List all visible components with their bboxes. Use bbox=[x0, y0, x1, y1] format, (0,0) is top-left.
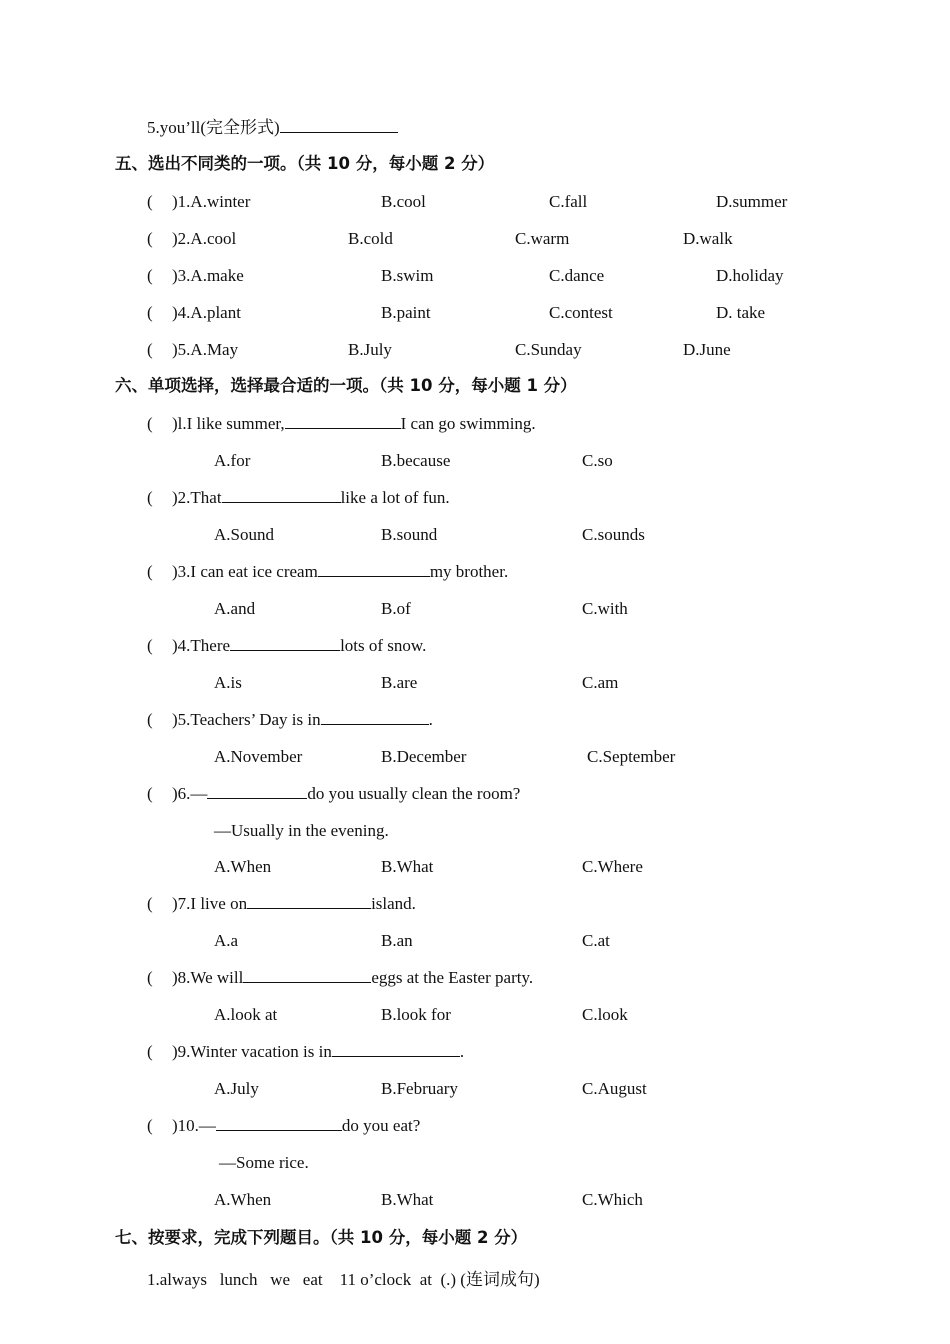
question-stem: )6.— bbox=[172, 784, 208, 803]
option-a: A.When bbox=[214, 857, 272, 876]
question-6 bbox=[172, 784, 520, 804]
question-1 bbox=[172, 414, 536, 434]
option-a: A.July bbox=[214, 1079, 259, 1098]
answer-paren[interactable]: ( bbox=[147, 562, 153, 581]
answer-paren[interactable]: ( bbox=[147, 1116, 153, 1135]
fill-blank bbox=[318, 562, 430, 577]
question-stem: )10.— bbox=[172, 1116, 216, 1135]
option-c: C.am bbox=[582, 673, 619, 692]
option-c: C.August bbox=[582, 1079, 647, 1098]
question-stem: )4.There bbox=[172, 636, 231, 655]
option-c: C.with bbox=[582, 599, 628, 618]
option-c: C.fall bbox=[549, 192, 588, 211]
fill-blank bbox=[285, 414, 401, 429]
option-c: C.Sunday bbox=[515, 340, 582, 359]
question-stem: )5.Teachers’ Day is in bbox=[172, 710, 321, 729]
answer-paren[interactable]: ( bbox=[147, 636, 153, 655]
question-stem-end: island. bbox=[371, 894, 416, 913]
question-carryover bbox=[147, 118, 398, 138]
fill-blank bbox=[207, 784, 307, 799]
option-b: B.cool bbox=[381, 192, 426, 211]
answer-paren[interactable]: ( bbox=[147, 968, 153, 987]
option-a: )4.A.plant bbox=[172, 303, 241, 322]
option-d: D. take bbox=[716, 303, 766, 322]
option-b: B.swim bbox=[381, 266, 434, 285]
question-stem-end: I can go swimming. bbox=[400, 414, 536, 433]
option-c: C.September bbox=[587, 747, 676, 766]
section-7-heading: 七、按要求，完成下列题目。（共 10 分，每小题 2 分） bbox=[115, 1228, 528, 1247]
option-a: )5.A.May bbox=[172, 340, 239, 359]
option-c: C.warm bbox=[515, 229, 570, 248]
option-a: A.for bbox=[214, 451, 251, 470]
option-a: A.November bbox=[214, 747, 303, 766]
option-b: B.July bbox=[348, 340, 392, 359]
option-a: A.a bbox=[214, 931, 239, 950]
answer-paren[interactable]: ( bbox=[147, 894, 153, 913]
question-stem-end: like a lot of fun. bbox=[340, 488, 450, 507]
question-stem: )7.I live on bbox=[172, 894, 248, 913]
section-7-item-1: 1.always lunch we eat 11 o’clock at (.) (连词成句) bbox=[147, 1270, 540, 1289]
option-d: D.summer bbox=[716, 192, 788, 211]
option-b: B.What bbox=[381, 1190, 434, 1209]
question-5 bbox=[172, 710, 433, 730]
answer-paren[interactable]: ( bbox=[147, 266, 153, 285]
question-stem-end: do you usually clean the room? bbox=[307, 784, 521, 803]
option-d: D.holiday bbox=[716, 266, 784, 285]
answer-paren[interactable]: ( bbox=[147, 303, 153, 322]
option-c: C.Which bbox=[582, 1190, 643, 1209]
option-b: B.are bbox=[381, 673, 418, 692]
option-c: C.look bbox=[582, 1005, 628, 1024]
answer-paren[interactable]: ( bbox=[147, 1042, 153, 1061]
question-stem: )3.I can eat ice cream bbox=[172, 562, 318, 581]
fill-blank bbox=[222, 488, 341, 503]
option-a: )3.A.make bbox=[172, 266, 244, 285]
section-5-heading: 五、选出不同类的一项。（共 10 分，每小题 2 分） bbox=[115, 154, 495, 173]
option-b: B.because bbox=[381, 451, 451, 470]
answer-paren[interactable]: ( bbox=[147, 340, 153, 359]
question-text: 5.you’ll(完全形式) bbox=[147, 118, 280, 137]
option-a: A.and bbox=[214, 599, 256, 618]
option-a: A.Sound bbox=[214, 525, 274, 544]
answer-paren[interactable]: ( bbox=[147, 710, 153, 729]
option-b: B.paint bbox=[381, 303, 431, 322]
dialogue-reply: —Usually in the evening. bbox=[214, 821, 389, 840]
answer-blank[interactable] bbox=[280, 118, 398, 133]
option-b: B.an bbox=[381, 931, 413, 950]
option-c: C.contest bbox=[549, 303, 613, 322]
fill-blank bbox=[332, 1042, 460, 1057]
question-stem-end: lots of snow. bbox=[340, 636, 427, 655]
dialogue-reply: —Some rice. bbox=[219, 1153, 309, 1172]
section-6-heading: 六、单项选择，选择最合适的一项。（共 10 分，每小题 1 分） bbox=[115, 376, 577, 395]
option-c: C.Where bbox=[582, 857, 643, 876]
question-stem-end: . bbox=[459, 1042, 465, 1061]
option-d: D.June bbox=[683, 340, 731, 359]
fill-blank bbox=[243, 968, 371, 983]
question-stem-end: do you eat? bbox=[341, 1116, 421, 1135]
answer-paren[interactable]: ( bbox=[147, 488, 153, 507]
question-8 bbox=[172, 968, 533, 988]
question-stem-end: eggs at the Easter party. bbox=[371, 968, 534, 987]
option-b: B.cold bbox=[348, 229, 393, 248]
answer-paren[interactable]: ( bbox=[147, 229, 153, 248]
option-d: D.walk bbox=[683, 229, 733, 248]
option-a: )2.A.cool bbox=[172, 229, 237, 248]
question-stem: )l.I like summer, bbox=[172, 414, 285, 433]
answer-paren[interactable]: ( bbox=[147, 784, 153, 803]
option-a: A.When bbox=[214, 1190, 272, 1209]
question-2 bbox=[172, 488, 450, 508]
question-10 bbox=[172, 1116, 420, 1136]
question-7 bbox=[172, 894, 416, 914]
option-b: B.February bbox=[381, 1079, 458, 1098]
option-b: B.December bbox=[381, 747, 467, 766]
option-c: C.at bbox=[582, 931, 610, 950]
option-a: )1.A.winter bbox=[172, 192, 251, 211]
question-9 bbox=[172, 1042, 464, 1062]
fill-blank bbox=[247, 894, 371, 909]
option-c: C.sounds bbox=[582, 525, 645, 544]
fill-blank bbox=[216, 1116, 342, 1131]
option-b: B.look for bbox=[381, 1005, 451, 1024]
option-c: C.dance bbox=[549, 266, 605, 285]
question-3 bbox=[172, 562, 508, 582]
option-a: A.look at bbox=[214, 1005, 278, 1024]
question-stem: )8.We will bbox=[172, 968, 244, 987]
answer-paren[interactable]: ( bbox=[147, 192, 153, 211]
option-a: A.is bbox=[214, 673, 242, 692]
question-stem-end: . bbox=[428, 710, 433, 729]
question-4 bbox=[172, 636, 426, 656]
question-stem-end: my brother. bbox=[429, 562, 509, 581]
option-b: B.sound bbox=[381, 525, 438, 544]
option-c: C.so bbox=[582, 451, 613, 470]
fill-blank bbox=[321, 710, 429, 725]
fill-blank bbox=[230, 636, 340, 651]
option-b: B.of bbox=[381, 599, 411, 618]
option-b: B.What bbox=[381, 857, 434, 876]
question-stem: )2.That bbox=[172, 488, 222, 507]
answer-paren[interactable]: ( bbox=[147, 414, 153, 433]
question-stem: )9.Winter vacation is in bbox=[172, 1042, 332, 1061]
